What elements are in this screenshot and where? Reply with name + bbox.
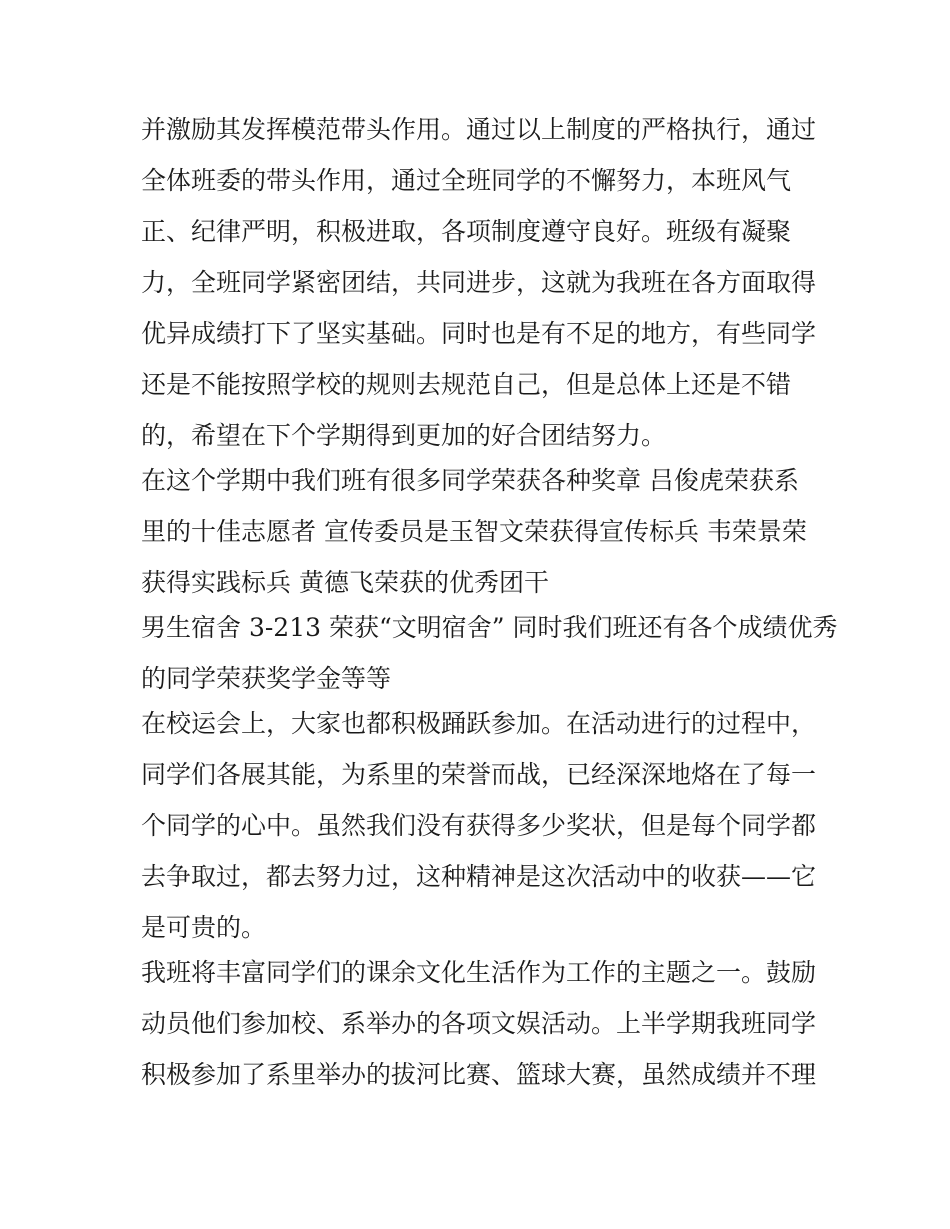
- text-line: 个同学的心中。虽然我们没有获得多少奖状，但是每个同学都: [141, 811, 817, 840]
- text-line: 的同学荣获奖学金等等: [141, 664, 392, 693]
- text-line: 积极参加了系里举办的拔河比赛、篮球大赛，虽然成绩并不理: [141, 1060, 817, 1089]
- text-line: 还是不能按照学校的规则去规范自己，但是总体上还是不错: [141, 370, 792, 399]
- text-line: 获得实践标兵 黄德飞荣获的优秀团干: [141, 568, 549, 597]
- text-line: 并激励其发挥模范带头作用。通过以上制度的严格执行，通过: [141, 115, 817, 144]
- body-text: [141, 104, 838, 1100]
- text-line: 动员他们参加校、系举办的各项文娱活动。上半学期我班同学: [141, 1009, 817, 1038]
- text-line: 正、纪律严明，积极进取，各项制度遵守良好。班级有凝聚: [141, 217, 792, 246]
- text-line: 里的十佳志愿者 宣传委员是玉智文荣获得宣传标兵 韦荣景荣: [141, 517, 807, 546]
- text-line: 我班将丰富同学们的课余文化生活作为工作的主题之一。鼓励: [141, 958, 817, 987]
- text-line: 优异成绩打下了坚实基础。同时也是有不足的地方，有些同学: [141, 319, 817, 348]
- text-line: 男生宿舍 3-213 荣获“文明宿舍” 同时我们班还有各个成绩优秀: [141, 613, 838, 642]
- text-line: 去争取过，都去努力过，这种精神是这次活动中的收获——它: [141, 862, 817, 891]
- text-line: 在这个学期中我们班有很多同学荣获各种奖章 吕俊虎荣获系: [141, 466, 799, 495]
- text-line: 是可贵的。: [141, 913, 267, 942]
- text-line: 在校运会上，大家也都积极踊跃参加。在活动进行的过程中，: [141, 709, 817, 738]
- text-line: 力，全班同学紧密团结，共同进步，这就为我班在各方面取得: [141, 268, 817, 297]
- text-line: 同学们各展其能，为系里的荣誉而战，已经深深地烙在了每一: [141, 760, 817, 789]
- text-line: 的，希望在下个学期得到更加的好合团结努力。: [141, 421, 667, 450]
- text-line: 全体班委的带头作用，通过全班同学的不懈努力，本班风气: [141, 166, 792, 195]
